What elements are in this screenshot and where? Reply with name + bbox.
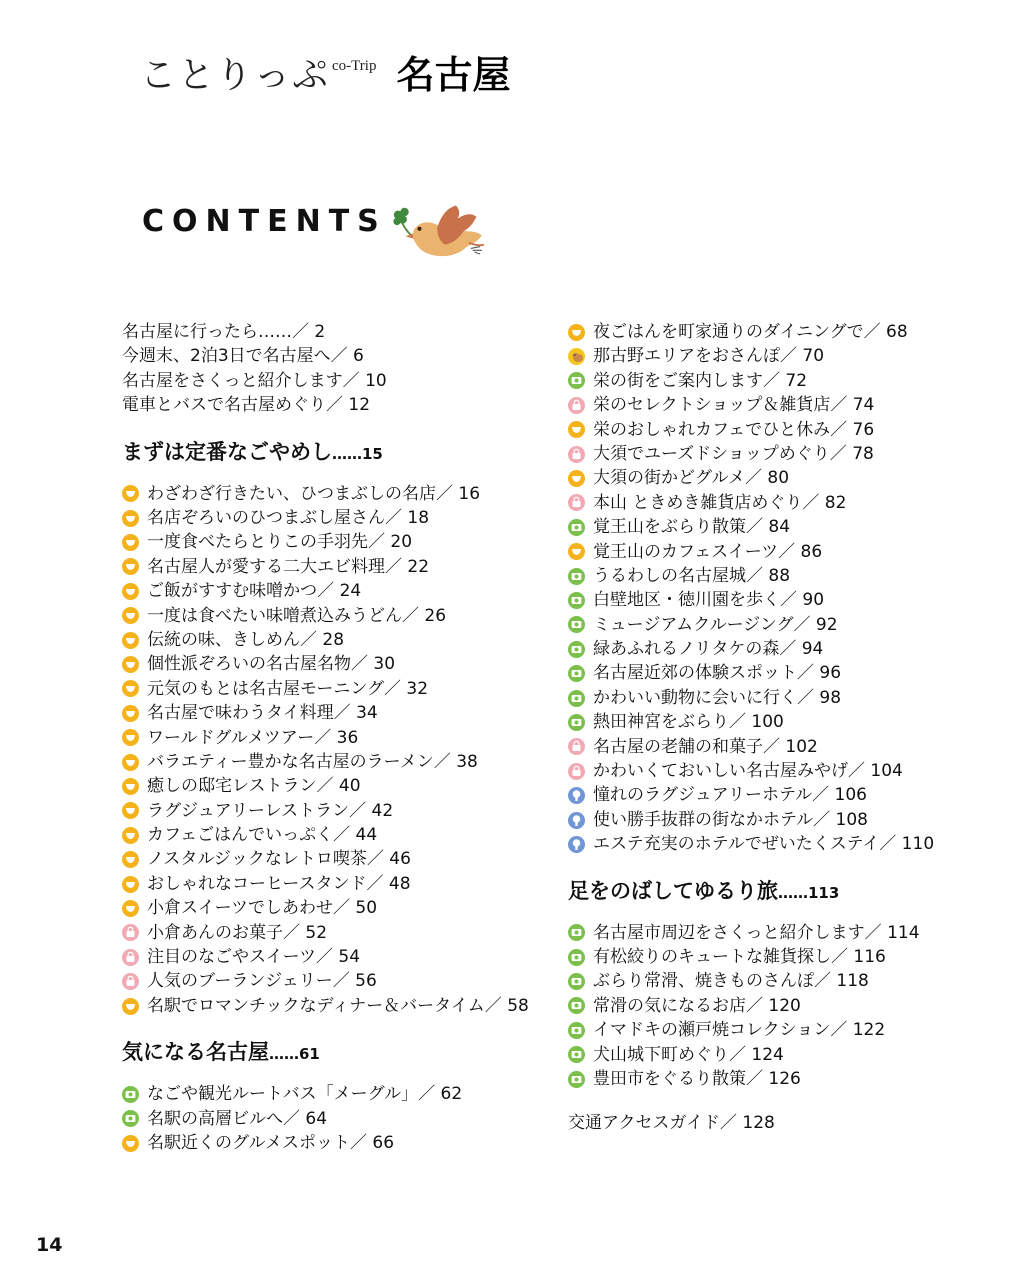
food-bowl-icon bbox=[122, 851, 139, 868]
camera-icon bbox=[568, 690, 585, 707]
toc-entry[interactable] bbox=[568, 320, 998, 344]
toc-entry-label: 白壁地区・徳川園を歩く／ 90 bbox=[593, 590, 825, 611]
toc-entry-label: 元気のもとは名古屋モーニング／ 32 bbox=[147, 678, 429, 699]
shopping-bag-icon bbox=[122, 924, 139, 941]
toc-entry[interactable] bbox=[568, 442, 998, 466]
toc-entry-label: ラグジュアリーレストラン／ 42 bbox=[147, 800, 394, 821]
toc-entry[interactable] bbox=[568, 735, 998, 759]
toc-entry[interactable] bbox=[122, 482, 552, 506]
toc-entry[interactable] bbox=[568, 1043, 998, 1067]
toc-entry[interactable] bbox=[568, 759, 998, 783]
toc-entry[interactable] bbox=[122, 1131, 552, 1155]
food-bowl-icon bbox=[122, 607, 139, 624]
toc-entry-label: 豊田市をぐるり散策／ 126 bbox=[593, 1068, 801, 1089]
toc-entry-label: ミュージアムクルージング／ 92 bbox=[593, 614, 838, 635]
food-bowl-icon bbox=[122, 632, 139, 649]
toc-entry[interactable] bbox=[122, 896, 552, 920]
toc-entry[interactable] bbox=[122, 969, 552, 993]
camera-icon bbox=[568, 973, 585, 990]
food-bowl-icon bbox=[568, 421, 585, 438]
camera-icon bbox=[568, 949, 585, 966]
section-page: ……15 bbox=[332, 444, 383, 463]
toc-entry[interactable]: 名古屋をさくっと紹介します／ 10 bbox=[122, 370, 387, 391]
toc-entry[interactable] bbox=[122, 701, 552, 725]
toc-entry-label: 覚王山をぶらり散策／ 84 bbox=[593, 517, 791, 538]
toc-entry[interactable] bbox=[568, 1018, 998, 1042]
food-bowl-icon bbox=[122, 656, 139, 673]
camera-icon bbox=[568, 924, 585, 941]
toc-entry[interactable] bbox=[568, 921, 998, 945]
food-bowl-icon bbox=[122, 583, 139, 600]
toc-entry[interactable] bbox=[568, 637, 998, 661]
toc-entry-label: 緑あふれるノリタケの森／ 94 bbox=[593, 639, 824, 660]
toc-entry[interactable] bbox=[122, 726, 552, 750]
toc-entry[interactable] bbox=[122, 579, 552, 603]
toc-entry-label: 小倉あんのお菓子／ 52 bbox=[147, 922, 328, 943]
toc-entry-label: 伝統の味、きしめん／ 28 bbox=[147, 629, 345, 650]
toc-entry-label: 栄のおしゃれカフェでひと休み／ 76 bbox=[593, 419, 875, 440]
toc-entry[interactable] bbox=[568, 515, 998, 539]
toc-entry-label: 犬山城下町めぐり／ 124 bbox=[593, 1044, 784, 1065]
toc-entry-label: ぶらり常滑、焼きものさんぽ／ 118 bbox=[593, 971, 869, 992]
section-title: まずは定番なごやめし bbox=[122, 439, 332, 464]
toc-entry-label: イマドキの瀬戸焼コレクション／ 122 bbox=[593, 1020, 886, 1041]
food-bowl-icon bbox=[122, 1135, 139, 1152]
food-bowl-icon bbox=[122, 802, 139, 819]
toc-entry-label: 名店ぞろいのひつまぶし屋さん／ 18 bbox=[147, 508, 430, 529]
bird-area-icon bbox=[568, 348, 585, 365]
toc-entry-label: 常滑の気になるお店／ 120 bbox=[593, 995, 801, 1016]
toc-entry-label: 一度は食べたい味噌煮込みうどん／ 26 bbox=[147, 605, 447, 626]
camera-icon bbox=[568, 519, 585, 536]
toc-entry-label: ご飯がすすむ味噌かつ／ 24 bbox=[147, 581, 362, 602]
contents-right-column bbox=[568, 320, 998, 1136]
food-bowl-icon bbox=[568, 324, 585, 341]
camera-icon bbox=[568, 997, 585, 1014]
toc-entry[interactable] bbox=[122, 847, 552, 871]
toc-entry-label: 注目のなごやスイーツ／ 54 bbox=[147, 947, 361, 968]
toc-entry[interactable] bbox=[568, 808, 998, 832]
toc-entry-label: 覚王山のカフェスイーツ／ 86 bbox=[593, 541, 823, 562]
toc-entry[interactable] bbox=[568, 369, 998, 393]
toc-entry[interactable] bbox=[568, 418, 998, 442]
toc-entry[interactable] bbox=[568, 710, 998, 734]
food-bowl-icon bbox=[122, 900, 139, 917]
toc-entry[interactable] bbox=[122, 750, 552, 774]
toc-entry[interactable] bbox=[568, 994, 998, 1018]
toc-entry[interactable] bbox=[568, 613, 998, 637]
shopping-bag-icon bbox=[568, 446, 585, 463]
toc-entry[interactable] bbox=[122, 506, 552, 530]
camera-icon bbox=[568, 665, 585, 682]
food-bowl-icon bbox=[122, 778, 139, 795]
toc-entry[interactable]: 電車とバスで名古屋めぐり／ 12 bbox=[122, 395, 371, 416]
toc-entry-label: かわいい動物に会いに行く／ 98 bbox=[593, 687, 842, 708]
toc-entry-label: 名古屋人が愛する二大エビ料理／ 22 bbox=[147, 556, 430, 577]
toc-entry[interactable]: 今週末、2泊3日で名古屋へ／ 6 bbox=[122, 346, 364, 367]
toc-entry-label: 有松絞りのキュートな雑貨探し／ 116 bbox=[593, 946, 886, 967]
shopping-bag-icon bbox=[122, 973, 139, 990]
food-bowl-icon bbox=[122, 705, 139, 722]
section-page: ……113 bbox=[778, 883, 840, 902]
camera-icon bbox=[568, 592, 585, 609]
toc-entry[interactable] bbox=[122, 530, 552, 554]
camera-icon bbox=[568, 1071, 585, 1088]
toc-entry-label: 一度食べたらとりこの手羽先／ 20 bbox=[147, 532, 413, 553]
toc-entry-label: 名駅近くのグルメスポット／ 66 bbox=[147, 1133, 395, 1153]
shopping-bag-icon bbox=[568, 738, 585, 755]
shopping-bag-icon bbox=[568, 494, 585, 511]
toc-entry[interactable] bbox=[122, 1082, 552, 1106]
brand-city: 名古屋 bbox=[396, 53, 511, 97]
toc-entry-label: 名古屋の老舗の和菓子／ 102 bbox=[593, 736, 818, 757]
camera-icon bbox=[568, 714, 585, 731]
toc-entry-label: なごや観光ルートバス「メーグル」／ 62 bbox=[147, 1084, 463, 1105]
toc-entry[interactable] bbox=[568, 564, 998, 588]
toc-entry[interactable] bbox=[122, 872, 552, 896]
toc-entry-label: 名古屋市周辺をさくっと紹介します／ 114 bbox=[593, 922, 920, 943]
toc-entry[interactable] bbox=[568, 491, 998, 515]
toc-entry-label: 癒しの邸宅レストラン／ 40 bbox=[147, 776, 361, 797]
camera-icon bbox=[568, 568, 585, 585]
hotel-key-icon bbox=[568, 836, 585, 853]
toc-entry[interactable] bbox=[122, 799, 552, 823]
toc-entry[interactable] bbox=[568, 945, 998, 969]
section-items bbox=[568, 921, 998, 1092]
food-bowl-icon bbox=[122, 998, 139, 1015]
toc-entry[interactable] bbox=[568, 393, 998, 417]
toc-entry-label: 名駅の高層ビルへ／ 64 bbox=[147, 1108, 328, 1129]
camera-icon bbox=[568, 641, 585, 658]
food-bowl-icon bbox=[122, 680, 139, 697]
toc-entry[interactable] bbox=[122, 628, 552, 652]
toc-entry[interactable] bbox=[122, 921, 552, 945]
toc-entry-label: 名駅でロマンチックなディナー＆バータイム／ 58 bbox=[147, 995, 529, 1016]
toc-entry-label: カフェごはんでいっぷく／ 44 bbox=[147, 825, 378, 846]
toc-entry[interactable] bbox=[568, 969, 998, 993]
camera-icon bbox=[568, 616, 585, 633]
toc-entry[interactable]: 名古屋に行ったら……／ 2 bbox=[122, 322, 326, 342]
toc-entry[interactable] bbox=[568, 540, 998, 564]
toc-entry[interactable] bbox=[122, 677, 552, 701]
toc-entry[interactable] bbox=[122, 994, 552, 1018]
toc-entry[interactable] bbox=[122, 652, 552, 676]
toc-entry[interactable] bbox=[568, 588, 998, 612]
toc-entry-label: わざわざ行きたい、ひつまぶしの名店／ 16 bbox=[147, 483, 481, 504]
toc-entry-label: バラエティー豊かな名古屋のラーメン／ 38 bbox=[147, 751, 478, 772]
toc-entry-label: エステ充実のホテルでぜいたくステイ／ 110 bbox=[593, 834, 935, 855]
camera-icon bbox=[568, 1022, 585, 1039]
toc-entry[interactable] bbox=[568, 466, 998, 490]
camera-icon bbox=[568, 372, 585, 389]
toc-entry[interactable] bbox=[122, 555, 552, 579]
toc-entry-label: 那古野エリアをおさんぽ／ 70 bbox=[593, 346, 825, 367]
toc-entry-label: かわいくておいしい名古屋みやげ／ 104 bbox=[593, 761, 903, 782]
toc-entry-label: うるわしの名古屋城／ 88 bbox=[593, 565, 791, 586]
toc-entry[interactable] bbox=[122, 604, 552, 628]
section-heading[interactable] bbox=[568, 877, 998, 907]
camera-icon bbox=[568, 1046, 585, 1063]
brand-cotrip: co-Trip bbox=[332, 58, 377, 74]
toc-entry[interactable] bbox=[122, 1107, 552, 1131]
toc-entry[interactable]: 交通アクセスガイド／ 128 bbox=[568, 1113, 775, 1134]
toc-entry[interactable] bbox=[122, 945, 552, 969]
section-page: ……61 bbox=[269, 1045, 320, 1064]
toc-entry-label: おしゃれなコーヒースタンド／ 48 bbox=[147, 873, 411, 894]
toc-entry[interactable] bbox=[568, 1067, 998, 1091]
toc-entry[interactable] bbox=[568, 783, 998, 807]
toc-entry[interactable] bbox=[568, 686, 998, 710]
toc-entry-label: ノスタルジックなレトロ喫茶／ 46 bbox=[147, 849, 411, 870]
toc-entry[interactable] bbox=[568, 661, 998, 685]
contents-left-column bbox=[122, 320, 552, 1155]
hotel-key-icon bbox=[568, 812, 585, 829]
toc-entry-label: 個性派ぞろいの名古屋名物／ 30 bbox=[147, 654, 396, 675]
section-title: 気になる名古屋 bbox=[122, 1040, 269, 1065]
hotel-key-icon bbox=[568, 787, 585, 804]
shopping-bag-icon bbox=[568, 763, 585, 780]
food-bowl-icon bbox=[122, 485, 139, 502]
brand-script: ことりっぷ bbox=[140, 55, 331, 96]
food-bowl-icon bbox=[122, 754, 139, 771]
contents-title: CONTENTS bbox=[142, 204, 387, 239]
food-bowl-icon bbox=[122, 876, 139, 893]
toc-entry[interactable] bbox=[122, 823, 552, 847]
toc-entry-label: 小倉スイーツでしあわせ／ 50 bbox=[147, 898, 378, 919]
camera-icon bbox=[122, 1110, 139, 1127]
food-bowl-icon bbox=[122, 510, 139, 527]
toc-entry-label: 栄の街をご案内します／ 72 bbox=[593, 370, 808, 391]
food-bowl-icon bbox=[122, 729, 139, 746]
toc-entry-label: 人気のブーランジェリー／ 56 bbox=[147, 971, 377, 992]
food-bowl-icon bbox=[122, 827, 139, 844]
toc-entry[interactable] bbox=[122, 774, 552, 798]
toc-entry[interactable] bbox=[568, 344, 998, 368]
section-title: 足をのばしてゆるり旅 bbox=[568, 878, 778, 903]
food-bowl-icon bbox=[568, 470, 585, 487]
food-bowl-icon bbox=[568, 543, 585, 560]
toc-entry-label: 使い勝手抜群の街なかホテル／ 108 bbox=[593, 809, 869, 830]
toc-entry-label: 憧れのラグジュアリーホテル／ 106 bbox=[593, 785, 867, 806]
food-bowl-icon bbox=[122, 534, 139, 551]
section-items bbox=[122, 1082, 552, 1155]
toc-entry[interactable] bbox=[568, 832, 998, 856]
shopping-bag-icon bbox=[122, 949, 139, 966]
brand-logo bbox=[140, 53, 511, 97]
toc-entry-label: 熱田神宮をぶらり／ 100 bbox=[593, 712, 784, 733]
page-number: 14 bbox=[36, 1234, 63, 1256]
food-bowl-icon bbox=[122, 558, 139, 575]
bird-with-clover-icon bbox=[388, 198, 492, 268]
section-heading[interactable] bbox=[122, 438, 552, 468]
toc-entry-label: 本山 ときめき雑貨店めぐり／ 82 bbox=[593, 492, 847, 513]
shopping-bag-icon bbox=[568, 397, 585, 414]
toc-entry-label: 大須でユーズドショップめぐり／ 78 bbox=[593, 443, 874, 464]
toc-entry-label: ワールドグルメツアー／ 36 bbox=[147, 727, 359, 748]
toc-entry-label: 栄のセレクトショップ＆雑貨店／ 74 bbox=[593, 395, 875, 416]
camera-icon bbox=[122, 1086, 139, 1103]
toc-entry-label: 夜ごはんを町家通りのダイニングで／ 68 bbox=[593, 322, 908, 342]
toc-entry-label: 名古屋で味わうタイ料理／ 34 bbox=[147, 703, 378, 724]
section-items bbox=[122, 482, 552, 1019]
toc-entry-label: 大須の街かどグルメ／ 80 bbox=[593, 468, 790, 489]
toc-entry-label: 名古屋近郊の体験スポット／ 96 bbox=[593, 663, 842, 684]
section-heading[interactable] bbox=[122, 1038, 552, 1068]
section-items bbox=[568, 320, 998, 857]
